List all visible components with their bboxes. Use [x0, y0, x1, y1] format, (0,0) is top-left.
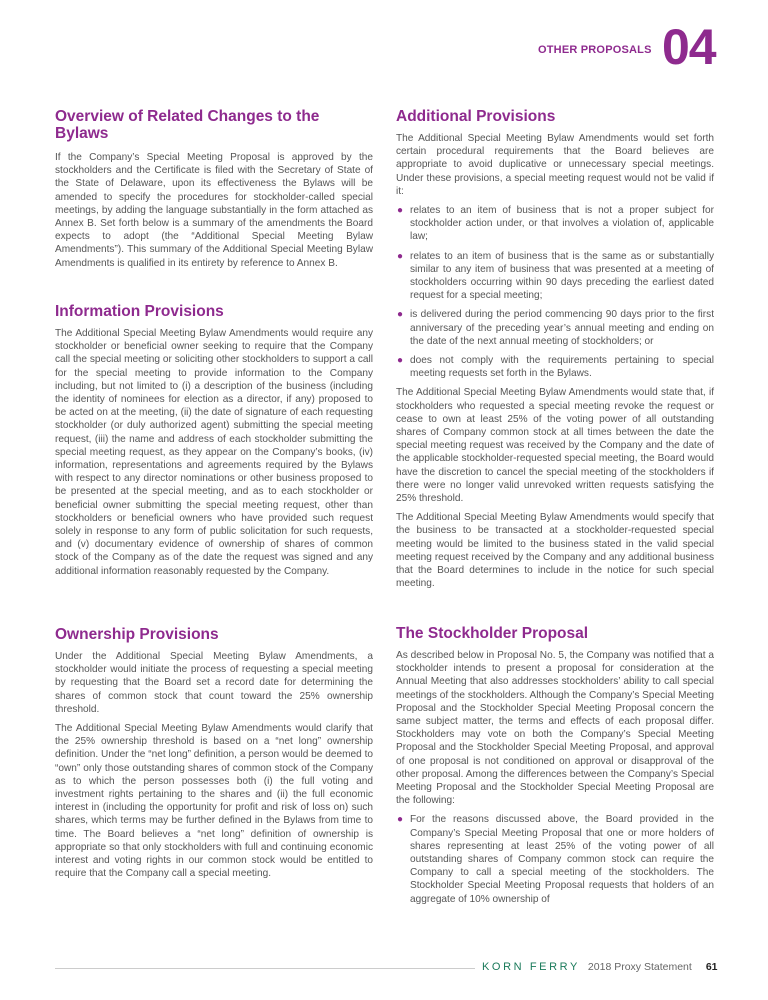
paragraph: The Additional Special Meeting Bylaw Amendments would require any stockholder or beneficial owner seeking to require that the Company call the special meeting or soliciting other stockholders to support a call for the special meeting to provide information to the Company including, but not limited to (i) a description of the business (including the identity of nominees for election as a director, if any) proposed to be acted on at the meeting, (ii) the date of signature of each requesting stockholder (or duly authorized agent) submitting the special meeting request, (iii) the name and address of each stockholder submitting the special meeting request, as they appear on the Company’s books, (iv) information, representations and agreements required by the Bylaws with respect to any director nominations or other business proposed to be presented at the special meeting, and as to each stockholder or beneficial owner submitting the special meeting request, other than stockholders or beneficial owners who have provided such request solely in response to any form of public solicitation for such requests, and (v) documentary evidence of ownership of shares of common stock of the Company as of the date the request was signed and any additional information reasonably requested by the Company. — [55, 328, 373, 577]
ownership-section — [55, 626, 373, 886]
paragraph: The Additional Special Meeting Bylaw Amendments would state that, if stockholders who requested a special meeting revoke the request or cease to own at least 25% of the voting power of all outstanding shares of Company common stock at all times between the date the special meeting request was received by the Company and the date of the applicable stockholder-requested special meeting, the Board would have the discretion to cancel the special meeting of the stockholders if there were no longer valid unrevoked written requests satisfying the 25% threshold. — [396, 387, 714, 505]
information-heading: Information Provisions — [55, 303, 224, 320]
additional-section — [396, 108, 714, 597]
bullet-icon: ● — [397, 814, 404, 826]
bullet-icon: ● — [397, 309, 404, 321]
paragraph: If the Company’s Special Meeting Proposal is approved by the stockholders and the Certificate is filed with the Secretary of State of the State of Delaware, upon its effectiveness the Bylaws will be amended to specify the procedures for stockholder-called special meetings, by adding the language substantially in the form attached as Annex B. Set forth below is a summary of the amendments the Board expects to adopt (the “Additional Special Meeting Bylaw Amendments”). This summary of the Additional Special Meeting Bylaw Amendments is qualified in its entirety by reference to Annex B. — [55, 152, 373, 269]
list-item — [396, 354, 714, 380]
list-item — [396, 308, 714, 348]
brand-logo: KORN FERRY — [482, 961, 580, 973]
publication-title: 2018 Proxy Statement — [587, 961, 692, 973]
list-item — [396, 204, 714, 244]
stockholder-proposal-heading: The Stockholder Proposal — [396, 625, 589, 642]
paragraph: The Additional Special Meeting Bylaw Amendments would specify that the business to be transacted at a stockholder-requested special meeting would be limited to the business stated in the valid special meeting request received by the Company and any additional business that the Board determines to include in the notice for such special meeting. — [396, 512, 714, 590]
list-item-text: For the reasons discussed above, the Board provided in the Company’s Special Meeting Proposal that one or more holders of shares representing at least 25% of the voting power of all outstanding shares of Company common stock can require the Company to call a special meeting of the stockholders. The Stockholder Special Meeting Proposal requests that holders of an aggregate of 10% ownership of — [410, 814, 714, 905]
list-item-text: relates to an item of business that is the same as or substantially similar to any item of business that was presented at a meeting of stockholders occurring within 90 days preceding the earliest dated request for a special meeting; — [410, 250, 714, 302]
list-item-text: is delivered during the period commencing 90 days prior to the first anniversary of the preceding year’s annual meeting and ending on the date of the next annual meeting of stockholders; or — [410, 309, 714, 347]
footer-divider — [55, 968, 475, 969]
list-item-text: does not comply with the requirements pertaining to special meeting requests set forth in the Bylaws. — [410, 355, 714, 380]
bullet-icon: ● — [397, 205, 404, 217]
bullet-list — [396, 204, 714, 380]
bullet-icon: ● — [397, 355, 404, 367]
overview-heading: Overview of Related Changes to the Bylaws — [55, 108, 320, 142]
additional-heading: Additional Provisions — [396, 108, 556, 125]
paragraph: Under the Additional Special Meeting Bylaw Amendments, a stockholder would initiate the process of requesting a special meeting by requesting that the Board set a record date for determining the shares of common stock that count toward the 25% ownership threshold. — [55, 651, 373, 715]
section-label: OTHER PROPOSALS — [538, 44, 652, 56]
list-item — [396, 250, 714, 303]
ownership-heading: Ownership Provisions — [55, 626, 219, 643]
bullet-icon: ● — [397, 250, 404, 262]
footer — [482, 961, 718, 973]
bullet-list — [396, 813, 714, 905]
overview-section — [55, 108, 373, 276]
list-item — [396, 813, 714, 905]
stockholder-proposal-section — [396, 625, 714, 912]
paragraph: As described below in Proposal No. 5, the Company was notified that a stockholder intends to present a proposal for consideration at the Annual Meeting that also addresses stockholders’ ability to call special meetings of the stockholders. Although the Company’s Special Meeting Proposal and the Stockholder Special Meeting Proposal concern the same subject matter, the terms and effects of each proposal differ. Stockholders may vote on both the Company’s Special Meeting Proposal and the Stockholder Special Meeting Proposal, and approval of one proposal is not conditioned on approval or disapproval of the other proposal. Among the differences between the Company’s Special Meeting Proposal and the Stockholder Special Meeting Proposal are the following: — [396, 650, 714, 807]
information-section — [55, 303, 373, 584]
section-number: 04 — [662, 19, 716, 75]
paragraph: The Additional Special Meeting Bylaw Amendments would set forth certain procedural requirements that the Board believes are appropriate to avoid duplicative or unnecessary special meetings. Under these provisions, a special meeting request would not be valid if it: — [396, 133, 714, 197]
page-number: 61 — [705, 961, 718, 973]
list-item-text: relates to an item of business that is not a proper subject for stockholder action under, or that involves a violation of, applicable law; — [410, 205, 714, 243]
paragraph: The Additional Special Meeting Bylaw Amendments would clarify that the 25% ownership threshold is based on a “net long” ownership definition. Under the “net long” definition, a person would be deemed to “own” only those outstanding shares of common stock of the Company as to which the person possesses both (i) the full voting and investment rights pertaining to the shares and (ii) the full economic interest in (including the opportunity for profit and risk of loss on) such shares, which terms may be further defined in the Bylaws from time to time. The Board believes a “net long” definition of ownership is appropriate so that only stockholders with full and continuing economic interest and voting rights in our common stock would be entitled to require that the Company call a special meeting. — [55, 723, 373, 880]
